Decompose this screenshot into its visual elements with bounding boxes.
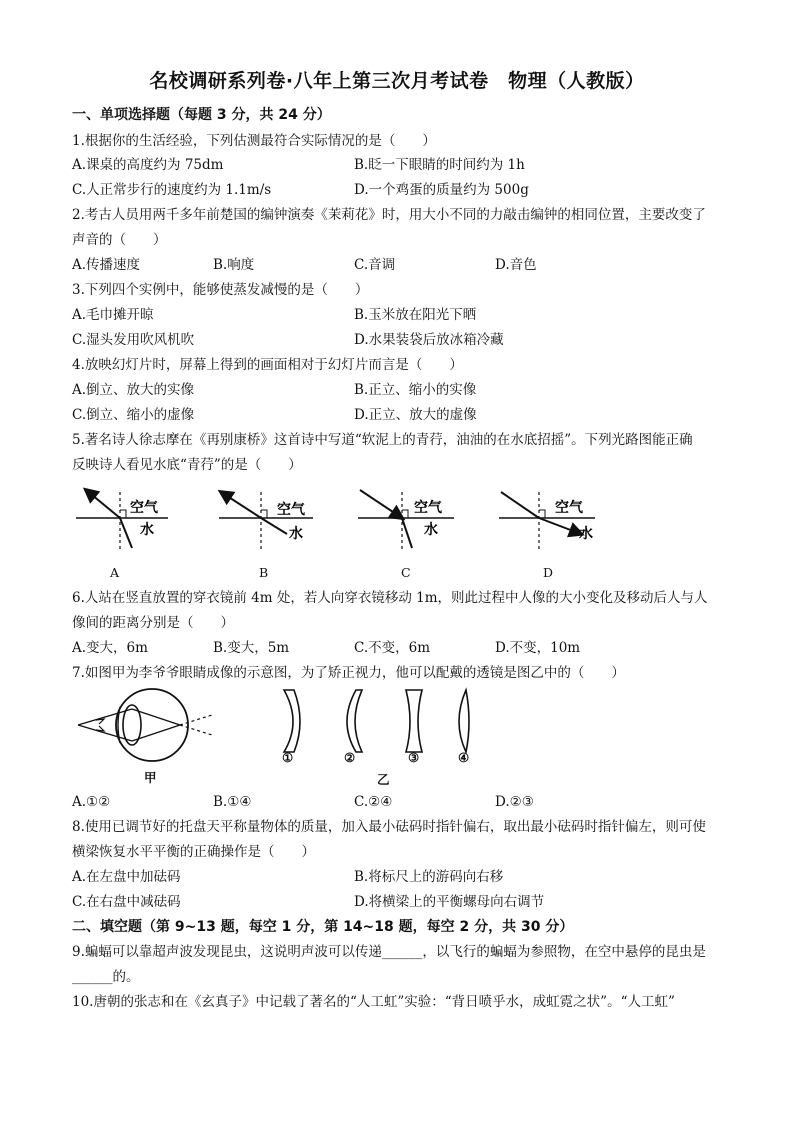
question-6-option-b: B.变大，5m bbox=[213, 640, 290, 656]
question-6-stem-line1: 6.人站在竖直放置的穿衣镜前 4m 处，若人向穿衣镜移动 1m，则此过程中人像的大小变化及移动后人与人 bbox=[72, 590, 708, 606]
question-1-option-c: C.人正常步行的速度约为 1.1m/s bbox=[72, 182, 272, 198]
page-title: 名校调研系列卷·八年上第三次月考试卷 物理（人教版） bbox=[149, 70, 645, 92]
question-10-line1: 10.唐朝的张志和在《玄真子》中记载了著名的“人工虹”实验：“背日喷乎水，成虹霓之状”。“人工虹” bbox=[72, 994, 675, 1010]
question-6-option-a: A.变大，6m bbox=[72, 640, 148, 656]
eye-diagram bbox=[72, 685, 222, 781]
question-4-stem: 4.放映幻灯片时，屏幕上得到的画面相对于幻灯片而言是（ ） bbox=[72, 357, 463, 373]
question-1-stem: 1.根据你的生活经验，下列估测最符合实际情况的是（ ） bbox=[72, 133, 436, 149]
lens-label-4: ④ bbox=[458, 750, 470, 765]
question-1-option-b: B.眨一下眼睛的时间约为 1h bbox=[354, 157, 525, 173]
svg-text:空气: 空气 bbox=[555, 500, 583, 516]
light-path-diagram-b bbox=[213, 484, 323, 556]
air-label: 空气 bbox=[130, 500, 158, 516]
figure-jia-label: 甲 bbox=[144, 770, 157, 785]
diagram-c-label: C bbox=[401, 565, 411, 580]
question-8-option-c: C.在右盘中减砝码 bbox=[72, 894, 181, 910]
diagram-b-label: B bbox=[259, 565, 269, 580]
question-5-stem-line1: 5.著名诗人徐志摩在《再别康桥》这首诗中写道“软泥上的青荇，油油的在水底招摇”。下列光路图能正确 bbox=[72, 432, 693, 448]
lens-label-1: ① bbox=[282, 750, 294, 765]
question-1-option-a: A.课桌的高度约为 75dm bbox=[72, 157, 224, 173]
section-heading-fill: 二、填空题（第 9~13 题，每空 1 分，第 14~18 题，每空 2 分，共 30 分） bbox=[72, 919, 574, 935]
svg-text:空气: 空气 bbox=[414, 500, 442, 516]
light-path-diagram-c bbox=[354, 484, 464, 556]
section-heading-choice: 一、单项选择题（每题 3 分，共 24 分） bbox=[72, 107, 331, 123]
lens-set-diagram bbox=[276, 686, 476, 766]
question-7-option-c: C.②④ bbox=[354, 794, 393, 810]
question-3-option-c: C.湿头发用吹风机吹 bbox=[72, 332, 195, 348]
question-1-option-d: D.一个鸡蛋的质量约为 500g bbox=[354, 182, 529, 198]
question-7-option-d: D.②③ bbox=[495, 794, 534, 810]
question-4-option-a: A.倒立、放大的实像 bbox=[72, 382, 195, 398]
svg-text:空气: 空气 bbox=[277, 502, 305, 518]
question-9-line2: ______的。 bbox=[72, 969, 140, 985]
question-8-option-a: A.在左盘中加砝码 bbox=[72, 869, 181, 885]
question-3-option-d: D.水果装袋后放冰箱冷藏 bbox=[354, 332, 504, 348]
question-8-option-d: D.将横梁上的平衡螺母向右调节 bbox=[354, 894, 545, 910]
question-2-option-c: C.音调 bbox=[354, 257, 396, 273]
question-2-option-b: B.响度 bbox=[213, 257, 255, 273]
question-8-stem-line1: 8.使用已调节好的托盘天平称量物体的质量，加入最小砝码时指针偏右，取出最小砝码时指针偏左，则可使 bbox=[72, 819, 706, 835]
question-4-option-b: B.正立、缩小的实像 bbox=[354, 382, 477, 398]
lens-label-2: ② bbox=[344, 750, 356, 765]
question-7-option-a: A.①② bbox=[72, 794, 111, 810]
question-7-option-b: B.①④ bbox=[213, 794, 252, 810]
question-3-option-b: B.玉米放在阳光下晒 bbox=[354, 307, 477, 323]
question-6-option-c: C.不变，6m bbox=[354, 640, 431, 656]
diagram-a-label: A bbox=[110, 565, 120, 580]
svg-text:水: 水 bbox=[424, 522, 438, 538]
question-9-line1: 9.蝙蝠可以靠超声波发现昆虫，这说明声波可以传递______，以飞行的蝙蝠为参照物，在空中悬停的昆虫是 bbox=[72, 944, 706, 960]
figure-yi-label: 乙 bbox=[377, 772, 390, 787]
lens-label-3: ③ bbox=[408, 750, 420, 765]
question-3-stem: 3.下列四个实例中，能够使蒸发减慢的是（ ） bbox=[72, 282, 369, 298]
svg-text:水: 水 bbox=[579, 526, 593, 542]
svg-text:水: 水 bbox=[289, 526, 303, 542]
light-path-diagram-a bbox=[72, 484, 172, 556]
question-4-option-c: C.倒立、缩小的虚像 bbox=[72, 407, 195, 423]
question-6-option-d: D.不变，10m bbox=[495, 640, 581, 656]
diagram-d-label: D bbox=[543, 565, 554, 580]
light-path-diagram-d bbox=[495, 484, 605, 556]
question-7-stem: 7.如图甲为李爷爷眼睛成像的示意图，为了矫正视力，他可以配戴的透镜是图乙中的（ ） bbox=[72, 665, 625, 681]
question-5-stem-line2: 反映诗人看见水底“青荇”的是（ ） bbox=[72, 457, 302, 473]
question-2-option-a: A.传播速度 bbox=[72, 257, 141, 273]
question-4-option-d: D.正立、放大的虚像 bbox=[354, 407, 477, 423]
water-label: 水 bbox=[140, 522, 154, 538]
question-8-option-b: B.将标尺上的游码向右移 bbox=[354, 869, 504, 885]
question-2-option-d: D.音色 bbox=[495, 257, 537, 273]
question-6-stem-line2: 像间的距离分别是（ ） bbox=[72, 615, 234, 631]
question-2-stem-line1: 2.考古人员用两千多年前楚国的编钟演奏《茉莉花》时，用大小不同的力敲击编钟的相同位置，主要改变了 bbox=[72, 207, 706, 223]
question-2-stem-line2: 声音的（ ） bbox=[72, 232, 167, 248]
question-8-stem-line2: 横梁恢复水平平衡的正确操作是（ ） bbox=[72, 844, 315, 860]
question-3-option-a: A.毛巾摊开晾 bbox=[72, 307, 154, 323]
